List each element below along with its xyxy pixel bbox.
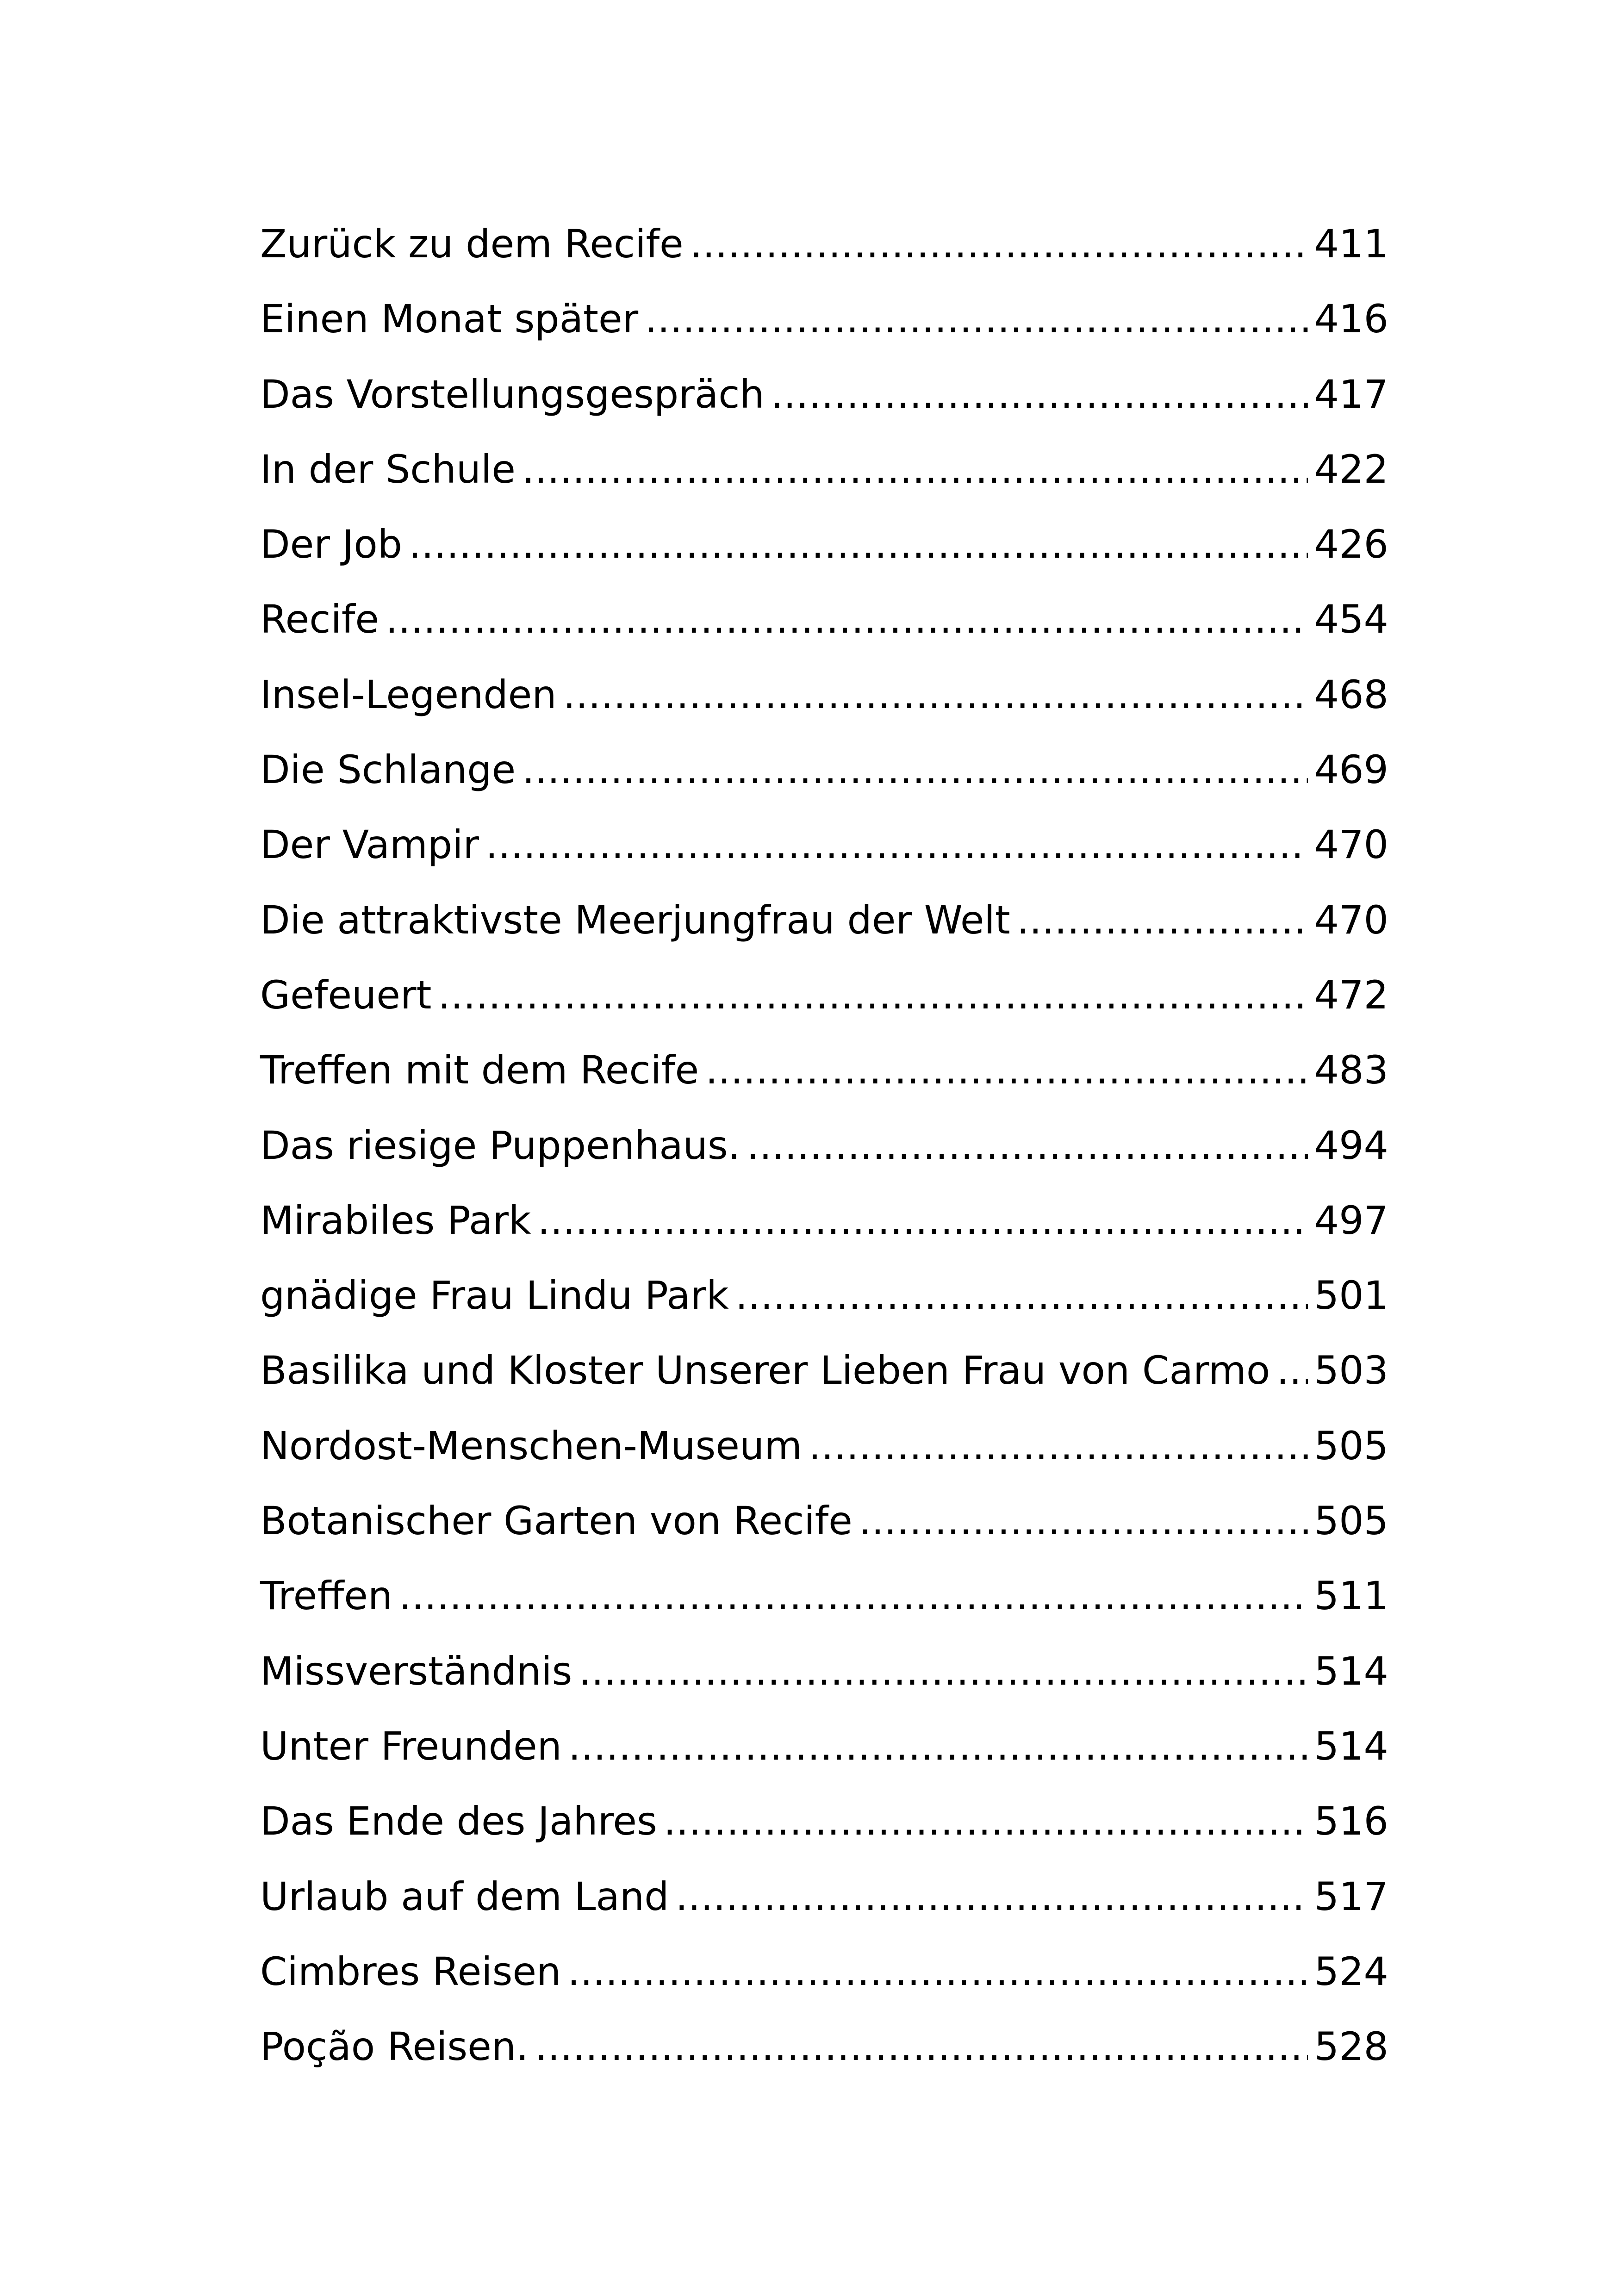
toc-entry-page-number: 528	[1314, 2024, 1388, 2070]
toc-entry-page-number: 411	[1314, 221, 1388, 267]
toc-entry	[260, 432, 1388, 507]
dot-leader	[1017, 883, 1308, 958]
toc-entry-title: Botanischer Garten von Recife	[260, 1498, 853, 1544]
toc-entry-page-number: 469	[1314, 747, 1388, 793]
toc-entry-title: Basilika und Kloster Unserer Lieben Frau von Carmo	[260, 1348, 1270, 1394]
toc-entry-page-number: 501	[1314, 1273, 1388, 1319]
dot-leader	[859, 1483, 1308, 1558]
dot-leader	[809, 1408, 1308, 1483]
dot-leader	[522, 432, 1308, 507]
toc-entry-title: gnädige Frau Lindu Park	[260, 1273, 729, 1319]
dot-leader	[438, 958, 1307, 1033]
toc-entry-page-number: 472	[1314, 972, 1388, 1018]
table-of-contents	[260, 206, 1388, 2084]
toc-entry-page-number: 524	[1314, 1948, 1388, 1994]
toc-entry-page-number: 470	[1314, 897, 1388, 943]
dot-leader	[690, 206, 1308, 281]
toc-entry-page-number: 470	[1314, 822, 1388, 868]
toc-entry	[260, 357, 1388, 432]
toc-entry	[260, 2009, 1388, 2084]
toc-entry-title: Mirabiles Park	[260, 1197, 531, 1243]
toc-entry-page-number: 468	[1314, 672, 1388, 717]
toc-entry	[260, 206, 1388, 281]
toc-entry-page-number: 416	[1314, 296, 1388, 342]
toc-entry	[260, 657, 1388, 732]
toc-entry	[260, 1108, 1388, 1183]
toc-entry	[260, 958, 1388, 1033]
toc-entry-title: Der Job	[260, 522, 403, 567]
toc-entry-title: Urlaub auf dem Land	[260, 1873, 669, 1919]
toc-entry-title: Einen Monat später	[260, 296, 639, 342]
toc-entry-title: Gefeuert	[260, 972, 432, 1018]
dot-leader	[563, 657, 1308, 732]
dot-leader	[771, 357, 1308, 432]
toc-entry-title: In der Schule	[260, 446, 516, 492]
toc-entry	[260, 1333, 1388, 1408]
toc-entry-page-number: 494	[1314, 1122, 1388, 1168]
toc-entry-title: Die attraktivste Meerjungfrau der Welt	[260, 897, 1010, 943]
dot-leader	[409, 507, 1308, 582]
toc-entry-title: Das Ende des Jahres	[260, 1798, 657, 1844]
toc-entry-title: Das riesige Puppenhaus.	[260, 1122, 741, 1168]
toc-entry-title: Insel-Legenden	[260, 672, 557, 717]
toc-entry	[260, 582, 1388, 657]
toc-entry	[260, 883, 1388, 958]
toc-entry-title: Missverständnis	[260, 1648, 573, 1694]
toc-entry	[260, 1258, 1388, 1333]
toc-entry-page-number: 505	[1314, 1423, 1388, 1468]
toc-entry-title: Zurück zu dem Recife	[260, 221, 684, 267]
toc-entry	[260, 1408, 1388, 1483]
toc-entry	[260, 732, 1388, 807]
toc-entry-page-number: 426	[1314, 522, 1388, 567]
toc-entry	[260, 1934, 1388, 2009]
dot-leader	[485, 807, 1308, 882]
dot-leader	[579, 1634, 1307, 1709]
toc-entry	[260, 1709, 1388, 1784]
toc-entry-page-number: 497	[1314, 1197, 1388, 1243]
dot-leader	[538, 1183, 1308, 1258]
dot-leader	[675, 1859, 1307, 1934]
toc-entry-title: Treffen	[260, 1573, 393, 1619]
toc-entry-page-number: 503	[1314, 1348, 1388, 1394]
dot-leader	[399, 1558, 1308, 1633]
dot-leader	[705, 1033, 1307, 1108]
dot-leader	[522, 732, 1307, 807]
dot-leader	[735, 1258, 1308, 1333]
toc-entry-title: Recife	[260, 597, 380, 642]
dot-leader	[386, 582, 1308, 657]
dot-leader	[567, 1934, 1307, 2009]
toc-entry	[260, 281, 1388, 356]
dot-leader	[747, 1108, 1307, 1183]
toc-entry-page-number: 454	[1314, 597, 1388, 642]
toc-entry-page-number: 511	[1314, 1573, 1388, 1619]
toc-entry-page-number: 514	[1314, 1648, 1388, 1694]
dot-leader	[645, 281, 1307, 356]
toc-entry	[260, 1483, 1388, 1558]
dot-leader	[664, 1784, 1308, 1859]
toc-entry-title: Nordost-Menschen-Museum	[260, 1423, 803, 1468]
toc-entry	[260, 1033, 1388, 1108]
toc-entry	[260, 1558, 1388, 1633]
dot-leader	[568, 1709, 1308, 1784]
toc-entry-title: Poção Reisen.	[260, 2024, 529, 2070]
toc-entry	[260, 1183, 1388, 1258]
toc-entry-title: Treffen mit dem Recife	[260, 1047, 699, 1093]
toc-entry-page-number: 514	[1314, 1723, 1388, 1769]
toc-entry-title: Das Vorstellungsgespräch	[260, 371, 765, 417]
toc-entry	[260, 1859, 1388, 1934]
toc-entry-page-number: 483	[1314, 1047, 1388, 1093]
toc-entry-title: Unter Freunden	[260, 1723, 562, 1769]
toc-entry-title: Die Schlange	[260, 747, 516, 793]
toc-entry-page-number: 417	[1314, 371, 1388, 417]
toc-entry-page-number: 505	[1314, 1498, 1388, 1544]
toc-entry-title: Der Vampir	[260, 822, 479, 868]
toc-entry	[260, 507, 1388, 582]
toc-entry	[260, 1784, 1388, 1859]
dot-leader	[1276, 1333, 1307, 1408]
toc-entry	[260, 807, 1388, 882]
dot-leader	[535, 2009, 1308, 2084]
toc-entry-title: Cimbres Reisen	[260, 1948, 561, 1994]
toc-entry	[260, 1634, 1388, 1709]
toc-entry-page-number: 422	[1314, 446, 1388, 492]
toc-entry-page-number: 516	[1314, 1798, 1388, 1844]
toc-entry-page-number: 517	[1314, 1873, 1388, 1919]
